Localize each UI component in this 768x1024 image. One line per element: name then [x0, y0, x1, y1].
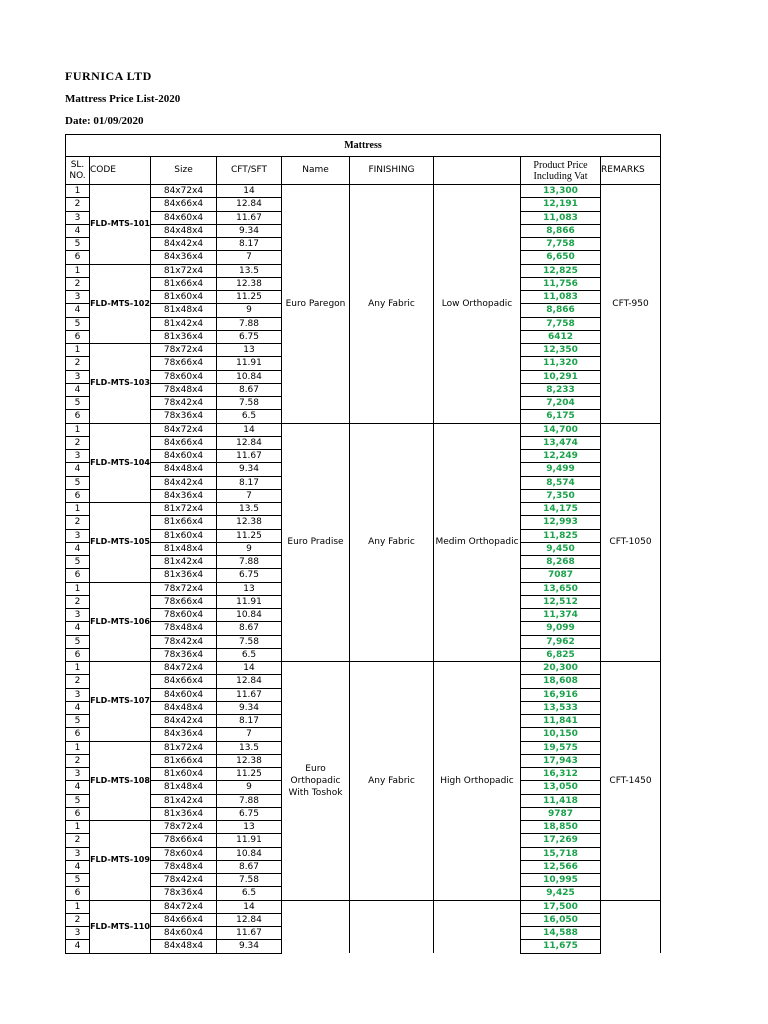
cft-cell: 7.58: [217, 397, 282, 410]
cft-cell: 6.75: [217, 807, 282, 820]
cft-cell: 11.25: [217, 529, 282, 542]
price-cell: 7,758: [521, 238, 601, 251]
price-cell: 15,718: [521, 847, 601, 860]
code-cell: FLD-MTS-106: [90, 582, 151, 662]
sl-no-cell: 5: [66, 635, 90, 648]
price-cell: 11,675: [521, 940, 601, 953]
cft-cell: 13.5: [217, 503, 282, 516]
sl-no-cell: 4: [66, 940, 90, 953]
price-cell: 8,268: [521, 556, 601, 569]
size-cell: 78x36x4: [151, 648, 217, 661]
price-cell: 11,841: [521, 715, 601, 728]
sl-no-cell: 3: [66, 927, 90, 940]
code-cell: FLD-MTS-107: [90, 662, 151, 742]
price-cell: 9,499: [521, 463, 601, 476]
code-cell: FLD-MTS-103: [90, 344, 151, 424]
sl-no-cell: 3: [66, 370, 90, 383]
price-cell: 17,943: [521, 754, 601, 767]
cft-cell: 9.34: [217, 940, 282, 953]
cft-cell: 7: [217, 251, 282, 264]
price-cell: 8,866: [521, 304, 601, 317]
col-finishing: FINISHING: [350, 157, 434, 185]
cft-cell: 13: [217, 582, 282, 595]
sl-no-cell: 2: [66, 357, 90, 370]
cft-cell: 7.58: [217, 635, 282, 648]
size-cell: 81x42x4: [151, 317, 217, 330]
size-cell: 78x72x4: [151, 344, 217, 357]
type-cell: [434, 900, 521, 953]
type-cell: Low Orthopadic: [434, 185, 521, 424]
sl-no-cell: 4: [66, 622, 90, 635]
remarks-cell: CFT-1050: [601, 423, 661, 662]
size-cell: 84x48x4: [151, 701, 217, 714]
size-cell: 78x36x4: [151, 410, 217, 423]
cft-cell: 14: [217, 185, 282, 198]
sl-no-cell: 3: [66, 847, 90, 860]
cft-cell: 7.88: [217, 794, 282, 807]
sl-no-cell: 4: [66, 701, 90, 714]
cft-cell: 6.5: [217, 887, 282, 900]
size-cell: 81x66x4: [151, 516, 217, 529]
cft-cell: 12.84: [217, 198, 282, 211]
sl-no-cell: 2: [66, 277, 90, 290]
name-cell: Euro Paregon: [282, 185, 350, 424]
name-cell: Euro Orthopadic With Toshok: [282, 662, 350, 901]
cft-cell: 6.5: [217, 410, 282, 423]
size-cell: 81x36x4: [151, 807, 217, 820]
sl-no-cell: 3: [66, 688, 90, 701]
col-cft: CFT/SFT: [217, 157, 282, 185]
price-cell: 10,150: [521, 728, 601, 741]
size-cell: 78x66x4: [151, 595, 217, 608]
price-cell: 11,083: [521, 291, 601, 304]
cft-cell: 8.67: [217, 383, 282, 396]
remarks-cell: [601, 900, 661, 953]
table-title: Mattress: [66, 135, 661, 157]
sl-no-cell: 1: [66, 741, 90, 754]
col-code: CODE: [90, 157, 151, 185]
size-cell: 84x48x4: [151, 940, 217, 953]
size-cell: 84x42x4: [151, 238, 217, 251]
finishing-cell: Any Fabric: [350, 185, 434, 424]
cft-cell: 6.5: [217, 648, 282, 661]
sl-no-cell: 1: [66, 344, 90, 357]
sl-no-cell: 4: [66, 781, 90, 794]
cft-cell: 11.91: [217, 357, 282, 370]
size-cell: 84x60x4: [151, 450, 217, 463]
price-list-title: Mattress Price List-2020: [65, 93, 181, 105]
size-cell: 81x72x4: [151, 503, 217, 516]
price-cell: 16,050: [521, 913, 601, 926]
size-cell: 84x72x4: [151, 662, 217, 675]
price-cell: 6,825: [521, 648, 601, 661]
cft-cell: 6.75: [217, 330, 282, 343]
price-cell: 6412: [521, 330, 601, 343]
price-cell: 17,500: [521, 900, 601, 913]
cft-cell: 11.67: [217, 211, 282, 224]
price-cell: 11,083: [521, 211, 601, 224]
cft-cell: 7: [217, 728, 282, 741]
code-cell: FLD-MTS-105: [90, 503, 151, 583]
sl-no-cell: 1: [66, 821, 90, 834]
price-cell: 20,300: [521, 662, 601, 675]
sl-no-cell: 6: [66, 410, 90, 423]
size-cell: 78x66x4: [151, 834, 217, 847]
size-cell: 84x42x4: [151, 476, 217, 489]
name-cell: Euro Pradise: [282, 423, 350, 662]
size-cell: 81x48x4: [151, 781, 217, 794]
sl-no-cell: 2: [66, 436, 90, 449]
sl-no-cell: 4: [66, 463, 90, 476]
col-price: Product Price Including Vat: [521, 157, 601, 185]
cft-cell: 12.84: [217, 675, 282, 688]
cft-cell: 12.84: [217, 436, 282, 449]
price-cell: 10,995: [521, 874, 601, 887]
cft-cell: 13: [217, 344, 282, 357]
cft-cell: 8.17: [217, 476, 282, 489]
price-cell: 11,320: [521, 357, 601, 370]
code-cell: FLD-MTS-108: [90, 741, 151, 821]
price-cell: 13,300: [521, 185, 601, 198]
type-cell: High Orthopadic: [434, 662, 521, 901]
cft-cell: 13.5: [217, 741, 282, 754]
sl-no-cell: 1: [66, 264, 90, 277]
sl-no-cell: 1: [66, 185, 90, 198]
cft-cell: 9.34: [217, 463, 282, 476]
price-cell: 6,650: [521, 251, 601, 264]
cft-cell: 10.84: [217, 370, 282, 383]
cft-cell: 11.67: [217, 688, 282, 701]
price-cell: 7,758: [521, 317, 601, 330]
sl-no-cell: 6: [66, 887, 90, 900]
price-table: [65, 134, 661, 954]
sl-no-cell: 1: [66, 582, 90, 595]
cft-cell: 7.88: [217, 317, 282, 330]
sl-no-cell: 1: [66, 503, 90, 516]
cft-cell: 12.38: [217, 277, 282, 290]
sl-no-cell: 4: [66, 860, 90, 873]
code-cell: FLD-MTS-102: [90, 264, 151, 344]
sl-no-cell: 6: [66, 807, 90, 820]
sl-no-cell: 5: [66, 715, 90, 728]
size-cell: 81x72x4: [151, 264, 217, 277]
sl-no-cell: 6: [66, 330, 90, 343]
col-type: [434, 157, 521, 185]
size-cell: 84x72x4: [151, 185, 217, 198]
name-cell: [282, 900, 350, 953]
sl-no-cell: 1: [66, 900, 90, 913]
price-cell: 11,374: [521, 609, 601, 622]
cft-cell: 12.38: [217, 516, 282, 529]
table-row: [66, 662, 661, 675]
price-cell: 7087: [521, 569, 601, 582]
cft-cell: 8.67: [217, 622, 282, 635]
cft-cell: 12.38: [217, 754, 282, 767]
sl-no-cell: 3: [66, 768, 90, 781]
company-name: FURNICA LTD: [65, 69, 152, 83]
cft-cell: 13.5: [217, 264, 282, 277]
size-cell: 78x60x4: [151, 370, 217, 383]
sl-no-cell: 4: [66, 304, 90, 317]
size-cell: 78x36x4: [151, 887, 217, 900]
price-cell: 16,312: [521, 768, 601, 781]
size-cell: 81x66x4: [151, 277, 217, 290]
cft-cell: 6.75: [217, 569, 282, 582]
price-cell: 8,574: [521, 476, 601, 489]
cft-cell: 12.84: [217, 913, 282, 926]
sl-no-cell: 3: [66, 291, 90, 304]
size-cell: 81x66x4: [151, 754, 217, 767]
size-cell: 84x36x4: [151, 728, 217, 741]
price-cell: 7,204: [521, 397, 601, 410]
table-row: [66, 185, 661, 198]
size-cell: 78x48x4: [151, 383, 217, 396]
price-cell: 12,249: [521, 450, 601, 463]
price-cell: 9,099: [521, 622, 601, 635]
size-cell: 78x60x4: [151, 609, 217, 622]
size-cell: 78x42x4: [151, 874, 217, 887]
sl-no-cell: 2: [66, 198, 90, 211]
size-cell: 84x48x4: [151, 463, 217, 476]
cft-cell: 11.25: [217, 291, 282, 304]
price-cell: 7,962: [521, 635, 601, 648]
price-cell: 18,850: [521, 821, 601, 834]
cft-cell: 8.17: [217, 715, 282, 728]
code-cell: FLD-MTS-104: [90, 423, 151, 503]
cft-cell: 10.84: [217, 847, 282, 860]
sl-no-cell: 6: [66, 489, 90, 502]
size-cell: 84x66x4: [151, 675, 217, 688]
remarks-cell: CFT-1450: [601, 662, 661, 901]
price-cell: 14,175: [521, 503, 601, 516]
sl-no-cell: 4: [66, 383, 90, 396]
price-cell: 10,291: [521, 370, 601, 383]
cft-cell: 7: [217, 489, 282, 502]
sl-no-cell: 2: [66, 913, 90, 926]
price-cell: 13,650: [521, 582, 601, 595]
size-cell: 78x66x4: [151, 357, 217, 370]
size-cell: 84x42x4: [151, 715, 217, 728]
size-cell: 84x66x4: [151, 913, 217, 926]
size-cell: 81x36x4: [151, 330, 217, 343]
sl-no-cell: 3: [66, 450, 90, 463]
sl-no-cell: 5: [66, 397, 90, 410]
sl-no-cell: 5: [66, 794, 90, 807]
size-cell: 81x60x4: [151, 529, 217, 542]
price-cell: 12,566: [521, 860, 601, 873]
col-remarks: REMARKS: [601, 157, 661, 185]
sl-no-cell: 6: [66, 728, 90, 741]
price-cell: 13,474: [521, 436, 601, 449]
price-cell: 13,533: [521, 701, 601, 714]
price-cell: 17,269: [521, 834, 601, 847]
sl-no-cell: 5: [66, 317, 90, 330]
cft-cell: 14: [217, 662, 282, 675]
cft-cell: 11.25: [217, 768, 282, 781]
finishing-cell: Any Fabric: [350, 662, 434, 901]
price-cell: 9787: [521, 807, 601, 820]
sl-no-cell: 6: [66, 251, 90, 264]
sl-no-cell: 3: [66, 211, 90, 224]
cft-cell: 7.58: [217, 874, 282, 887]
cft-cell: 9: [217, 542, 282, 555]
sl-no-cell: 2: [66, 675, 90, 688]
sl-no-cell: 2: [66, 595, 90, 608]
finishing-cell: [350, 900, 434, 953]
size-cell: 84x66x4: [151, 436, 217, 449]
cft-cell: 11.67: [217, 450, 282, 463]
sl-no-cell: 5: [66, 238, 90, 251]
size-cell: 84x60x4: [151, 927, 217, 940]
col-sl-no: SL. NO.: [66, 157, 90, 185]
cft-cell: 9: [217, 304, 282, 317]
price-cell: 19,575: [521, 741, 601, 754]
table-row: [66, 423, 661, 436]
price-cell: 11,825: [521, 529, 601, 542]
sl-no-cell: 4: [66, 224, 90, 237]
finishing-cell: Any Fabric: [350, 423, 434, 662]
price-cell: 7,350: [521, 489, 601, 502]
price-cell: 16,916: [521, 688, 601, 701]
cft-cell: 11.91: [217, 595, 282, 608]
remarks-cell: CFT-950: [601, 185, 661, 424]
size-cell: 84x48x4: [151, 224, 217, 237]
price-cell: 12,825: [521, 264, 601, 277]
sl-no-cell: 5: [66, 476, 90, 489]
size-cell: 78x72x4: [151, 821, 217, 834]
sl-no-cell: 4: [66, 542, 90, 555]
table-row: [66, 900, 661, 913]
size-cell: 78x42x4: [151, 635, 217, 648]
sl-no-cell: 3: [66, 609, 90, 622]
sl-no-cell: 5: [66, 556, 90, 569]
price-cell: 11,756: [521, 277, 601, 290]
size-cell: 78x42x4: [151, 397, 217, 410]
size-cell: 81x60x4: [151, 768, 217, 781]
cft-cell: 13: [217, 821, 282, 834]
price-cell: 11,418: [521, 794, 601, 807]
size-cell: 78x60x4: [151, 847, 217, 860]
cft-cell: 14: [217, 423, 282, 436]
cft-cell: 10.84: [217, 609, 282, 622]
sl-no-cell: 2: [66, 834, 90, 847]
cft-cell: 9.34: [217, 701, 282, 714]
col-size: Size: [151, 157, 217, 185]
size-cell: 84x72x4: [151, 423, 217, 436]
size-cell: 81x60x4: [151, 291, 217, 304]
sl-no-cell: 1: [66, 423, 90, 436]
price-cell: 9,425: [521, 887, 601, 900]
size-cell: 81x42x4: [151, 794, 217, 807]
size-cell: 81x42x4: [151, 556, 217, 569]
size-cell: 84x66x4: [151, 198, 217, 211]
cft-cell: 9.34: [217, 224, 282, 237]
price-cell: 12,512: [521, 595, 601, 608]
price-cell: 6,175: [521, 410, 601, 423]
code-cell: FLD-MTS-109: [90, 821, 151, 901]
sl-no-cell: 5: [66, 874, 90, 887]
size-cell: 81x36x4: [151, 569, 217, 582]
sl-no-cell: 6: [66, 569, 90, 582]
column-header-row: [66, 157, 661, 185]
price-cell: 13,050: [521, 781, 601, 794]
size-cell: 84x60x4: [151, 211, 217, 224]
size-cell: 81x48x4: [151, 542, 217, 555]
sl-no-cell: 2: [66, 516, 90, 529]
size-cell: 78x48x4: [151, 622, 217, 635]
size-cell: 84x60x4: [151, 688, 217, 701]
sl-no-cell: 3: [66, 529, 90, 542]
type-cell: Medim Orthopadic: [434, 423, 521, 662]
code-cell: FLD-MTS-110: [90, 900, 151, 953]
col-name: Name: [282, 157, 350, 185]
cft-cell: 11.91: [217, 834, 282, 847]
price-cell: 18,608: [521, 675, 601, 688]
price-cell: 8,866: [521, 224, 601, 237]
price-cell: 14,700: [521, 423, 601, 436]
size-cell: 84x36x4: [151, 251, 217, 264]
cft-cell: 7.88: [217, 556, 282, 569]
sl-no-cell: 2: [66, 754, 90, 767]
cft-cell: 8.67: [217, 860, 282, 873]
cft-cell: 8.17: [217, 238, 282, 251]
cft-cell: 14: [217, 900, 282, 913]
sl-no-cell: 1: [66, 662, 90, 675]
size-cell: 84x36x4: [151, 489, 217, 502]
price-cell: 9,450: [521, 542, 601, 555]
price-cell: 12,350: [521, 344, 601, 357]
price-cell: 8,233: [521, 383, 601, 396]
price-cell: 12,993: [521, 516, 601, 529]
price-cell: 12,191: [521, 198, 601, 211]
sl-no-cell: 6: [66, 648, 90, 661]
size-cell: 84x72x4: [151, 900, 217, 913]
cft-cell: 9: [217, 781, 282, 794]
size-cell: 78x48x4: [151, 860, 217, 873]
price-list-date: Date: 01/09/2020: [65, 115, 144, 127]
size-cell: 81x72x4: [151, 741, 217, 754]
cft-cell: 11.67: [217, 927, 282, 940]
size-cell: 81x48x4: [151, 304, 217, 317]
code-cell: FLD-MTS-101: [90, 185, 151, 265]
price-cell: 14,588: [521, 927, 601, 940]
size-cell: 78x72x4: [151, 582, 217, 595]
